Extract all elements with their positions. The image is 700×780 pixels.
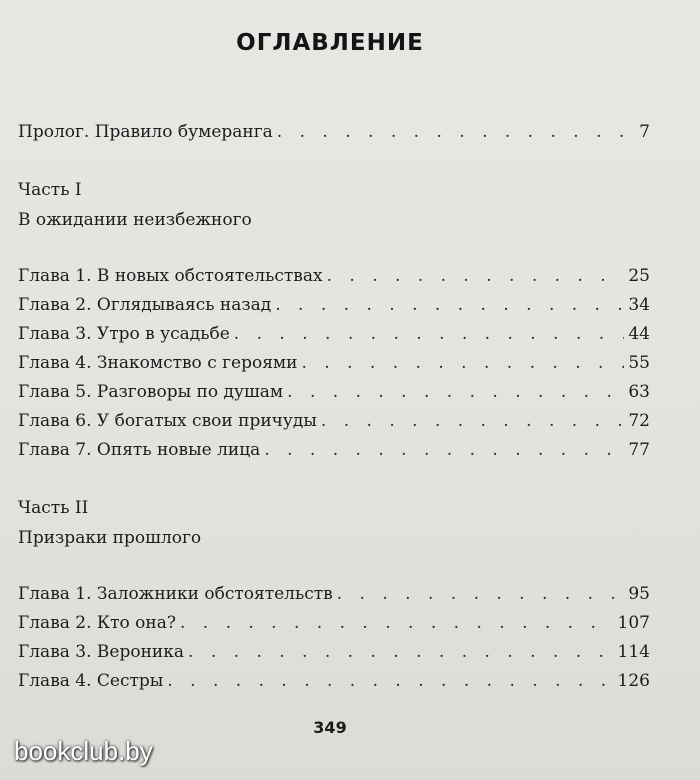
dot-leader [180, 613, 614, 633]
entry-label: Глава 1. Заложники обстоятельств [18, 584, 333, 604]
entry-page: 63 [628, 382, 650, 402]
dot-leader [275, 295, 624, 315]
toc-entry [18, 353, 650, 379]
part-1-heading: Часть I [18, 180, 82, 200]
entry-page: 107 [617, 613, 650, 633]
watermark: bookclub.by [14, 736, 153, 766]
dot-leader [234, 324, 625, 344]
entry-page: 25 [628, 266, 650, 286]
toc-entry [18, 266, 650, 292]
toc-entry [18, 382, 650, 408]
entry-page: 44 [628, 324, 650, 344]
entry-label: Пролог. Правило бумеранга [18, 122, 273, 142]
toc-entry [18, 671, 650, 697]
dot-leader [167, 671, 613, 691]
page-title: ОГЛАВЛЕНИЕ [236, 30, 424, 56]
entry-label: Глава 2. Оглядываясь назад [18, 295, 272, 315]
entry-label: Глава 3. Утро в усадьбе [18, 324, 230, 344]
toc-entry [18, 295, 650, 321]
dot-leader [302, 353, 625, 373]
entry-label: Глава 7. Опять новые лица [18, 440, 261, 460]
page-number: 349 [313, 718, 347, 737]
entry-label: Глава 2. Кто она? [18, 613, 176, 633]
toc-entry [18, 324, 650, 350]
entry-label: Глава 4. Сестры [18, 671, 164, 691]
dot-leader [321, 411, 624, 431]
entry-label: Глава 1. В новых обстоятельствах [18, 266, 323, 286]
entry-page: 55 [628, 353, 650, 373]
dot-leader [287, 382, 624, 402]
entry-page: 126 [617, 671, 650, 691]
dot-leader [327, 266, 625, 286]
entry-label: Глава 6. У богатых свои причуды [18, 411, 317, 431]
entry-page: 95 [628, 584, 650, 604]
toc-entry [18, 584, 650, 610]
part-2-heading: Часть II [18, 498, 89, 518]
toc-entry [18, 613, 650, 639]
entry-page: 7 [639, 122, 650, 142]
part-1-subtitle: В ожидании неизбежного [18, 210, 252, 230]
dot-leader [264, 440, 624, 460]
entry-page: 77 [628, 440, 650, 460]
dot-leader [188, 642, 614, 662]
entry-page: 72 [628, 411, 650, 431]
part-2-subtitle: Призраки прошлого [18, 528, 202, 548]
entry-label: Глава 5. Разговоры по душам [18, 382, 284, 402]
toc-entry-prologue [18, 122, 650, 148]
entry-label: Глава 4. Знакомство с героями [18, 353, 298, 373]
entry-page: 34 [628, 295, 650, 315]
dot-leader [337, 584, 625, 604]
entry-label: Глава 3. Вероника [18, 642, 185, 662]
toc-entry [18, 411, 650, 437]
toc-entry [18, 440, 650, 466]
dot-leader [277, 122, 626, 142]
entry-page: 114 [617, 642, 650, 662]
toc-entry [18, 642, 650, 668]
